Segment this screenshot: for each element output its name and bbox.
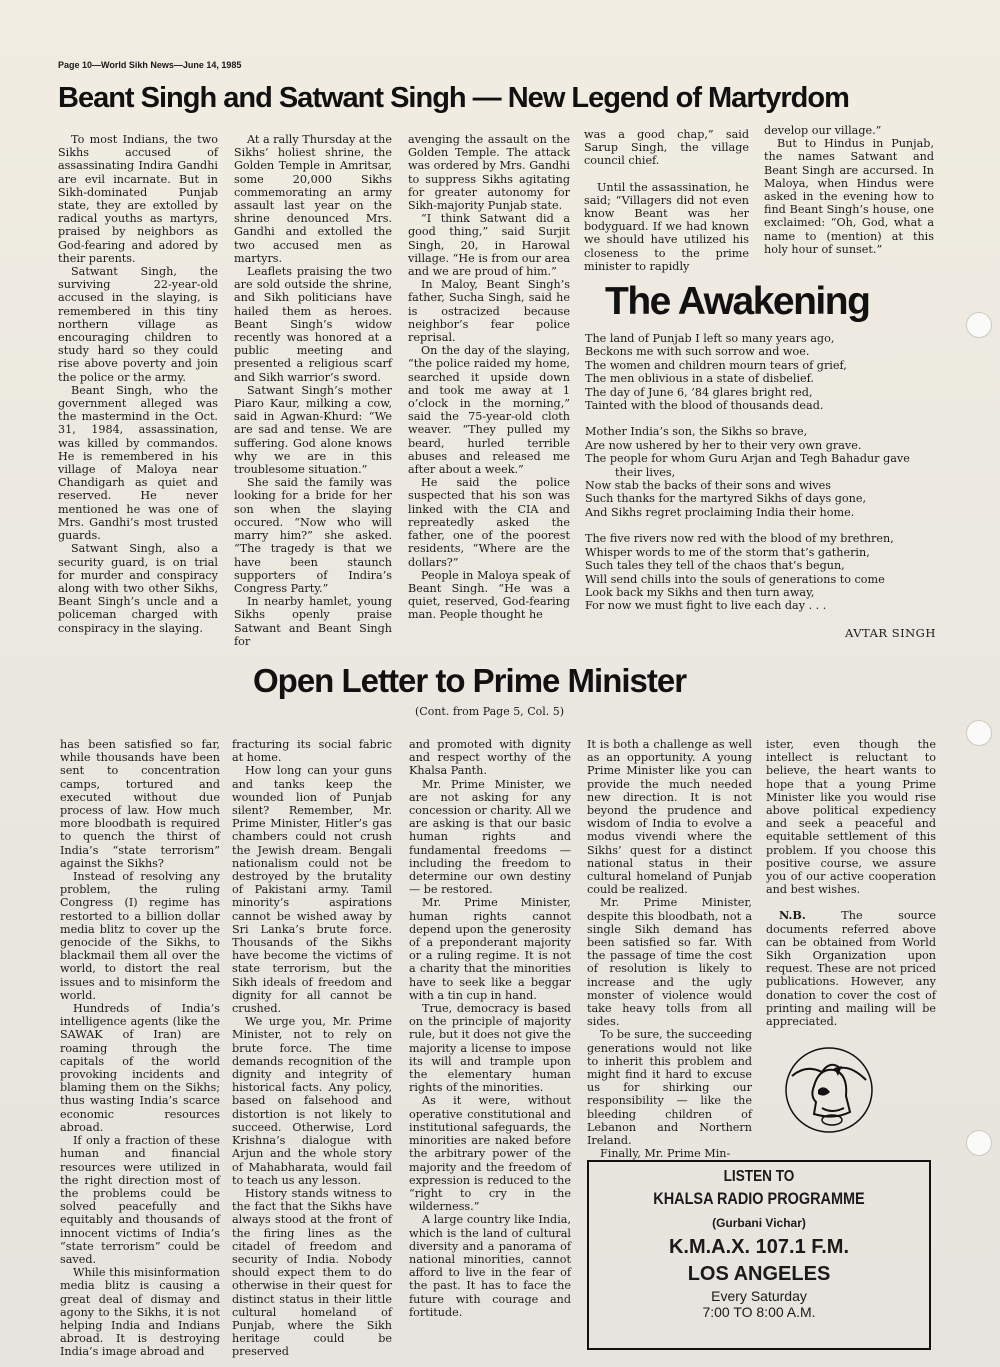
paragraph: A large country like India, which is the land of cultural diversity and a panorama of national minorities, cannot afford to live in the fear of the past. It has to face the future with courage and fortitude. xyxy=(409,1213,571,1319)
paragraph: ister, even though the intellect is reluctant to believe, the heart wants to hope that a young Prime Minister like you would rise above political expediency and seek a peaceful and equitable settlement of this problem. If you choose this positive course, we assure you of our active cooperation and best wishes. xyxy=(766,738,936,897)
punch-hole xyxy=(966,312,992,338)
nb-text: The source documents referred above can be obtained from World Sikh Organization upon request. These are not priced publications. However, any donation to cover the cost of printing and mailing will be appreciated. xyxy=(766,909,936,1029)
poem-line: Whisper words to me of the storm that’s gatherin, xyxy=(585,545,870,559)
paragraph: and promoted with dignity and respect worthy of the Khalsa Panth. xyxy=(409,738,571,778)
ad-day: Every Saturday xyxy=(711,1288,807,1304)
poem-line: Beckons me with such sorrow and woe. xyxy=(585,345,810,359)
article1-column-5 xyxy=(764,124,934,256)
paragraph: If only a fraction of these human and financial resources were utilized in the right direction most of the problems could be solved peacefully and equitably and thousands of innocent victims of India’s “state terrorism” could be saved. xyxy=(60,1134,220,1266)
poem-line: The men oblivious in a state of disbelief. xyxy=(585,372,814,386)
poem-author: AVTAR SINGH xyxy=(845,626,936,640)
poem-line: Will send chills into the souls of generations to come xyxy=(585,572,885,586)
ad-station: K.M.A.X. 107.1 F.M. xyxy=(668,1236,850,1258)
poem-line: The five rivers now red with the blood of my brethren, xyxy=(585,532,894,546)
paragraph: History stands witness to the fact that the Sikhs have always stood at the front of the firing lines as the citadel of freedom and security of India. Nobody should expect them to do otherwise in their quest for distinct status in their little cultural homeland of Punjab, where the Sikh heritage could be preserved xyxy=(232,1186,392,1359)
poem-line: The land of Punjab I left so many years ago, xyxy=(585,332,835,345)
poem-stanza xyxy=(585,425,945,519)
poem-line: Now stab the backs of their sons and wives xyxy=(585,479,831,493)
paragraph: At a rally Thursday at the Sikhs’ holiest shrine, the Golden Temple in Amritsar, some 20,000 Sikhs commemorating an army assault last year on the shrine denounced Mrs. Gandhi and extolled the two accused men as martyrs. xyxy=(234,133,392,265)
paragraph: Leaflets praising the two are sold outside the shrine, and Sikh politicians have hailed them as heroes. Beant Singh’s widow recently was honored at a public meeting and presented a religious scarf and Sikh warrior’s sword. xyxy=(234,265,392,384)
article-headline: Open Letter to Prime Minister xyxy=(253,662,687,699)
ad-line: (Gurbani Vichar) xyxy=(712,1216,806,1230)
paragraph: “I think Satwant did a good thing,” said Surjit Singh, 20, in Harowal village. “He is from our area and we are proud of him.” xyxy=(408,212,570,279)
ad-city: LOS ANGELES xyxy=(687,1263,831,1285)
paragraph: Until the assassination, he said; “Villagers did not even know Beant was her bodyguard. If we had known we should have utilized his closeness to the prime minister to rapidly xyxy=(584,180,749,273)
paragraph: We urge you, Mr. Prime Minister, not to rely on brute force. The time demands recognition of the dignity and integrity of historical facts. Any policy, based on falsehood and distortion is not likely to succeed. Otherwise, Lord Krishna’s dialogue with Arjun and the whole story of Mahabharata, would fail to teach us any lesson. xyxy=(232,1015,392,1187)
paragraph: While this misinformation media blitz is causing a great deal of dismay and agony to the Sikhs, it is not helping India and Indians abroad. It is destroying India’s image abroad and xyxy=(60,1266,220,1359)
article-headline: Beant Singh and Satwant Singh — New Legend of Martyrdom xyxy=(58,82,849,114)
paragraph: Satwant Singh’s mother Piaro Kaur, milking a cow, said in Agwan-Khurd: “We are sad and tense. We are suffering. God alone knows why we are in this troublesome situation.” xyxy=(234,383,392,477)
paragraph: True, democracy is based on the principle of majority rule, but it does not give the majority a license to impose its will and trample upon the elementary human rights of the minorities. xyxy=(409,1002,571,1095)
paragraph: Beant Singh, who the government alleged was the mastermind in the Oct. 31, 1984, assassination, was killed by commandos. He is remembered in his village of Maloya near Chandigarh as quiet and reserved. He never mentioned he was one of Mrs. Gandhi’s most trusted guards. xyxy=(58,383,218,543)
poem-line: The day of June 6, ’84 glares bright red, xyxy=(585,385,813,399)
article2-column-2 xyxy=(232,738,392,1359)
continuation-note: (Cont. from Page 5, Col. 5) xyxy=(415,705,565,718)
article1-column-1 xyxy=(58,133,218,635)
ad-time: 7:00 TO 8:00 A.M. xyxy=(702,1304,816,1320)
article2-column-5 xyxy=(766,738,936,1028)
paragraph: Mr. Prime Minister, human rights cannot depend upon the generosity of a preponderant majority or a ruling regime. It is not a charity that the minorities have to seek like a beggar with a tin cup in hand. xyxy=(409,896,571,1002)
article1-column-2 xyxy=(234,133,392,648)
paragraph: Satwant Singh, also a security guard, is on trial for murder and conspiracy along with two other Sikhs, Beant Singh’s uncle and a policeman charged with conspiracy in the slaying. xyxy=(58,542,218,635)
poem-stanza xyxy=(585,532,945,612)
paragraph: He said the police suspected that his son was linked with the CIA and repreatedly asked the father, one of the poorest residents, “Where are the dollars?” xyxy=(408,476,570,569)
paragraph: How long can your guns and tanks keep the wounded lion of Punjab silent? Remember, Mr. Prime Minister, Hitler’s gas chambers could not crush the Jewish dream. Bengali nationalism could not be destroyed by the brutality of Pakistani army. Tamil minority’s aspirations cannot be wished away by Sri Lanka’s brute force. Thousands of the Sikhs have become the victims of state terrorism, but the Sikh ideals of freedom and dignity for all cannot be crushed. xyxy=(232,764,392,1016)
paragraph: has been satisfied so far, while thousands have been sent to concentration camps, tortured and executed without due process of law. How much more bloodbath is required to quench the thirst of India’s “state terrorism” against the Sikhs? xyxy=(60,738,220,870)
article2-column-3 xyxy=(409,738,571,1319)
paragraph: People in Maloya speak of Beant Singh. “He was a quiet, reserved, God-fearing man. People thought he xyxy=(408,568,570,622)
paragraph: She said the family was looking for a bride for her son when the slaying occured. “Now who will marry him?” she asked. “The tragedy is that we have been staunch supporters of Indira’s Congress Party.” xyxy=(234,476,392,595)
paragraph: Instead of resolving any problem, the ruling Congress (I) regime has restorted to a billion dollar media blitz to cover up the genocide of the Sikhs, to blackmail them all over the world, to distort the real issues and to misinform the world. xyxy=(60,870,220,1002)
paragraph: But to Hindus in Punjab, the names Satwant and Beant Singh are accursed. In Maloya, when Hindus were asked in the evening how to find Beant Singh’s house, one exclaimed: “Oh, God, what a name to (mention) at this holy hour of sunset.” xyxy=(764,137,934,256)
article1-column-3 xyxy=(408,133,570,622)
poem-line: For now we must fight to live each day . . . xyxy=(585,599,827,613)
paragraph: On the day of the slaying, “the police raided my home, searched it upside down and took me away at 1 o’clock in the morning,” said the 75-year-old cloth weaver. “They pulled my beard, hurled terrible abuses and released me after about a week.” xyxy=(408,344,570,477)
poem-stanza xyxy=(585,332,945,412)
poem-line: Such tales they tell of the chaos that’s begun, xyxy=(585,559,845,573)
bell-with-ribbon-icon xyxy=(784,1046,874,1134)
radio-programme-ad xyxy=(587,1160,931,1350)
poem-line: their lives, xyxy=(615,465,676,479)
paragraph: Finally, Mr. Prime Min- xyxy=(600,1147,731,1161)
paragraph: fracturing its social fabric at home. xyxy=(232,738,392,765)
paragraph: Satwant Singh, the surviving 22-year-old accused in the slaying, is remembered in this tiny northern village as encouraging children to study hard so they could rise above poverty and join the police or the army. xyxy=(58,265,218,384)
poem-line: Are now ushered by her to their very own grave. xyxy=(585,438,862,452)
paragraph: Mr. Prime Minister, despite this bloodbath, not a single Sikh demand has been satisfied so far. With the passage of time the cost of resolution is likely to increase and the ugly monster of violence would take heavy tolls from all sides. xyxy=(587,896,752,1029)
poem-line: The people for whom Guru Arjan and Tegh Bahadur gave xyxy=(585,452,910,466)
article1-column-4 xyxy=(584,128,749,273)
poem-line: And Sikhs regret proclaiming India their home. xyxy=(585,505,855,519)
paragraph: develop our village.” xyxy=(764,124,882,137)
running-head: Page 10—World Sikh News—June 14, 1985 xyxy=(58,60,242,70)
article2-column-4 xyxy=(587,738,752,1161)
punch-hole xyxy=(966,720,992,746)
poem-line: Mother India’s son, the Sikhs so brave, xyxy=(585,425,808,439)
paragraph: Mr. Prime Minister, we are not asking for any concession or charity. All we are asking is that our basic human rights and fundamental freedoms — including the freedom to determine our own destiny — be restored. xyxy=(409,777,571,897)
nb-label: N.B. xyxy=(779,908,806,923)
poem-line: Tainted with the blood of thousands dead. xyxy=(585,399,824,413)
nb-paragraph xyxy=(766,909,936,1028)
paragraph: avenging the assault on the Golden Temple. The attack was ordered by Mrs. Gandhi to suppress Sikhs agitating for greater autonomy for Sikh-majority Punjab state. xyxy=(408,133,570,213)
paragraph: To be sure, the succeeding generations would not like to inherit this problem and might find it hard to excuse us for shirking our responsibility — like the bleeding children of Lebanon and Northern Ireland. xyxy=(587,1028,752,1148)
paragraph: As it were, without operative constitutional and institutional safeguards, the minorities are naked before the arbitrary power of the majority and the freedom of expression is reduced to the “right to cry in the wilderness.” xyxy=(409,1094,571,1214)
ad-line: LISTEN TO xyxy=(723,1168,795,1185)
poem-line: Such thanks for the martyred Sikhs of days gone, xyxy=(585,492,867,506)
ad-line: KHALSA RADIO PROGRAMME xyxy=(653,1189,865,1208)
poem-title: The Awakening xyxy=(605,280,870,323)
poem-body xyxy=(585,332,945,626)
article2-column-1 xyxy=(60,738,220,1359)
paragraph: To most Indians, the two Sikhs accused of assassinating Indira Gandhi are evil incarnate. But in Sikh-dominated Punjab state, they are extolled by radical youths as martyrs, praised by neighbors as God-fearing and adored by their parents. xyxy=(58,133,218,265)
paragraph: In Maloy, Beant Singh’s father, Sucha Singh, said he is ostracized because neighbor’s fear police reprisal. xyxy=(408,278,570,345)
paragraph: It is both a challenge as well as an opportunity. A young Prime Minister like you can provide the much needed new direction. It is not beyond the prudence and wisdom of India to evolve a modus vivendi where the Sikhs’ quest for a distinct national status in their cultural homeland of Punjab could be realized. xyxy=(587,738,752,897)
punch-hole xyxy=(966,1130,992,1156)
paragraph: Hundreds of India’s intelligence agents (like the SAWAK of Iran) are roaming through the capitals of the world provoking incidents and blaming them on the Sikhs; thus wasting India’s scarce economic resources abroad. xyxy=(60,1002,220,1134)
poem-line: Look back my Sikhs and then turn away, xyxy=(585,585,815,599)
paragraph: In nearby hamlet, young Sikhs openly praise Satwant and Beant Singh for xyxy=(234,595,392,648)
poem-line: The women and children mourn tears of grief, xyxy=(585,358,847,372)
paragraph: was a good chap,” said Sarup Singh, the village council chief. xyxy=(584,128,749,168)
